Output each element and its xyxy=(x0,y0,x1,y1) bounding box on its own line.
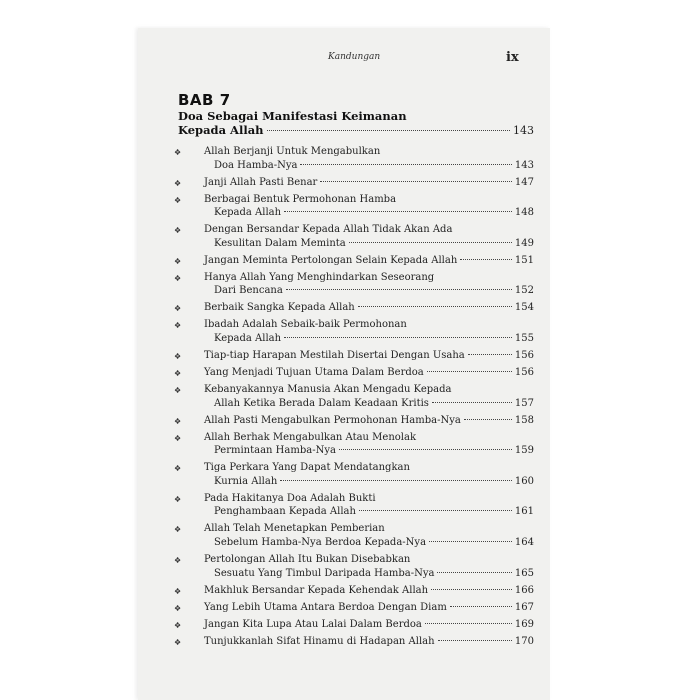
toc-entry-continuation-line xyxy=(214,238,534,249)
toc-entry-line xyxy=(204,367,534,378)
toc-entry xyxy=(174,367,536,381)
diamond-bullet-icon: ❖ xyxy=(174,416,182,426)
dot-leader xyxy=(437,571,511,573)
toc-entry xyxy=(174,462,536,489)
diamond-bullet-icon: ❖ xyxy=(174,148,182,157)
diamond-bullet-icon: ❖ xyxy=(174,273,182,283)
toc-entry-text: Kepada Allah xyxy=(214,207,282,219)
toc-entry-page-number: 151 xyxy=(514,254,534,266)
dot-leader xyxy=(427,370,512,372)
toc-entry-text: Sesuatu Yang Timbul Daripada Hamba-Nya xyxy=(214,567,435,579)
toc-entry-line xyxy=(204,432,534,443)
toc-entry-line xyxy=(204,462,534,473)
toc-entry-text: Kebanyakannya Manusia Akan Mengadu Kepada xyxy=(204,384,452,395)
toc-entry-text: Allah Berhak Mengabulkan Atau Menolak xyxy=(204,431,417,443)
toc-entry-continuation-line xyxy=(214,445,534,456)
toc-entry-text: Ibadah Adalah Sebaik-baik Permohonan xyxy=(204,319,407,331)
toc-entry-text: Kepada Allah xyxy=(214,332,282,344)
toc-entry-text: Tunjukkanlah Sifat Hinamu di Hadapan Allah xyxy=(204,635,435,647)
dot-leader xyxy=(284,210,512,212)
dot-leader xyxy=(284,336,512,338)
toc-entry-text: Doa Hamba-Nya xyxy=(214,159,298,171)
toc-entry-line xyxy=(204,146,534,157)
toc-entry-list xyxy=(138,28,550,700)
toc-entry-text: Kurnia Allah xyxy=(214,475,278,487)
diamond-bullet-icon: ❖ xyxy=(174,603,182,613)
toc-entry-text: Tiap-tiap Harapan Mestilah Disertai Dengan Usaha xyxy=(204,350,465,361)
diamond-bullet-icon: ❖ xyxy=(174,433,182,443)
toc-entry-line xyxy=(204,302,534,313)
toc-entry xyxy=(174,255,536,269)
toc-entry xyxy=(174,493,536,520)
diamond-bullet-icon: ❖ xyxy=(174,620,182,630)
toc-entry-text: Permintaan Hamba-Nya xyxy=(214,445,336,457)
toc-entry-page-number: 161 xyxy=(514,506,534,518)
toc-entry-line xyxy=(204,384,534,395)
toc-entry-line xyxy=(204,350,534,361)
toc-entry-text: Tiga Perkara Yang Dapat Mendatangkan xyxy=(204,462,410,474)
dot-leader xyxy=(339,448,512,450)
toc-entry xyxy=(174,585,536,599)
toc-entry-text: Berbaik Sangka Kepada Allah xyxy=(204,302,355,314)
toc-entry-line xyxy=(204,585,534,596)
toc-entry xyxy=(174,272,536,299)
toc-entry-text: Penghambaan Kepada Allah xyxy=(214,506,356,518)
toc-entry-text: Sebelum Hamba-Nya Berdoa Kepada-Nya xyxy=(214,536,427,548)
dot-leader xyxy=(432,401,512,403)
toc-entry xyxy=(174,523,536,550)
diamond-bullet-icon: ❖ xyxy=(174,195,182,205)
toc-entry-text: Kesulitan Dalam Meminta xyxy=(214,237,346,249)
dot-leader xyxy=(320,180,512,182)
toc-entry-line xyxy=(204,194,534,205)
toc-entry-text: Allah Ketika Berada Dalam Keadaan Kritis xyxy=(214,397,429,409)
running-head-title: Kandungan xyxy=(328,52,381,62)
toc-entry-line xyxy=(204,636,534,647)
diamond-bullet-icon: ❖ xyxy=(174,226,182,236)
toc-entry xyxy=(174,177,536,191)
toc-entry-continuation-line xyxy=(214,537,534,548)
diamond-bullet-icon: ❖ xyxy=(174,256,182,266)
diamond-bullet-icon: ❖ xyxy=(174,525,182,535)
dot-leader xyxy=(431,588,512,590)
toc-entry-text: Hanya Allah Yang Menghindarkan Seseorang xyxy=(204,271,435,283)
chapter-page-number: 143 xyxy=(513,124,534,137)
toc-entry xyxy=(174,319,536,346)
diamond-bullet-icon: ❖ xyxy=(174,556,182,565)
diamond-bullet-icon: ❖ xyxy=(174,386,182,395)
toc-entry-line xyxy=(204,272,534,283)
toc-entry-line xyxy=(204,224,534,235)
toc-entry-page-number: 148 xyxy=(514,207,534,219)
running-head-page-number: ix xyxy=(506,50,519,65)
toc-entry-page-number: 165 xyxy=(514,567,534,579)
toc-entry-page-number: 157 xyxy=(514,397,534,409)
toc-entry xyxy=(174,415,536,429)
toc-entry-text: Yang Lebih Utama Antara Berdoa Dengan Diam xyxy=(204,601,447,613)
toc-entry-continuation-line xyxy=(214,285,534,296)
toc-entry-page-number: 156 xyxy=(514,350,534,361)
dot-leader xyxy=(358,305,512,307)
diamond-bullet-icon: ❖ xyxy=(174,321,182,331)
toc-entry-line xyxy=(204,415,534,426)
toc-entry xyxy=(174,194,536,221)
toc-entry xyxy=(174,636,536,650)
toc-entry-page-number: 167 xyxy=(514,601,534,613)
toc-entry-page-number: 152 xyxy=(514,285,534,297)
toc-entry xyxy=(174,602,536,616)
toc-entry-page-number: 159 xyxy=(514,445,534,457)
dot-leader xyxy=(450,605,512,607)
chapter-title-line-2-text: Kepada Allah xyxy=(178,123,264,137)
toc-entry-page-number: 170 xyxy=(514,635,534,647)
diamond-bullet-icon: ❖ xyxy=(174,369,182,378)
diamond-bullet-icon: ❖ xyxy=(174,464,182,474)
toc-entry-line xyxy=(204,319,534,330)
dot-leader xyxy=(468,353,512,355)
dot-leader xyxy=(300,163,511,165)
toc-entry-line xyxy=(204,493,534,504)
diamond-bullet-icon: ❖ xyxy=(174,494,182,504)
dot-leader xyxy=(280,479,512,481)
dot-leader xyxy=(425,622,512,624)
toc-entry-text: Pertolongan Allah Itu Bukan Disebabkan xyxy=(204,554,411,565)
toc-entry-page-number: 149 xyxy=(514,237,534,249)
chapter-title-line-1: Doa Sebagai Manifestasi Keimanan xyxy=(178,109,407,123)
toc-entry-page-number: 169 xyxy=(514,618,534,630)
toc-entry xyxy=(174,554,536,581)
toc-entry-continuation-line xyxy=(214,568,534,579)
diamond-bullet-icon: ❖ xyxy=(174,178,182,188)
toc-entry-page-number: 160 xyxy=(514,475,534,487)
diamond-bullet-icon: ❖ xyxy=(174,586,182,596)
dot-leader xyxy=(438,639,512,641)
book-page xyxy=(138,28,550,700)
toc-entry-text: Janji Allah Pasti Benar xyxy=(204,176,318,188)
toc-entry-page-number: 154 xyxy=(514,302,534,314)
chapter-label: BAB 7 xyxy=(178,91,231,109)
toc-entry-continuation-line xyxy=(214,476,534,487)
toc-entry-continuation-line xyxy=(214,207,534,218)
toc-entry-line xyxy=(204,619,534,630)
dot-leader xyxy=(429,540,512,542)
toc-entry-page-number: 166 xyxy=(514,584,534,596)
diamond-bullet-icon: ❖ xyxy=(174,637,182,647)
toc-entry xyxy=(174,384,536,411)
toc-entry-page-number: 147 xyxy=(514,176,534,188)
toc-entry-line xyxy=(204,602,534,613)
dot-leader xyxy=(286,288,512,290)
toc-entry-text: Dari Bencana xyxy=(214,285,283,297)
dot-leader xyxy=(464,418,512,420)
toc-entry-text: Allah Pasti Mengabulkan Permohonan Hamba-Nya xyxy=(204,414,461,426)
toc-entry xyxy=(174,302,536,316)
toc-entry-text: Berbagai Bentuk Permohonan Hamba xyxy=(204,193,397,205)
toc-entry-line xyxy=(204,255,534,266)
toc-entry xyxy=(174,350,536,364)
toc-entry-line xyxy=(204,177,534,188)
diamond-bullet-icon: ❖ xyxy=(174,304,182,314)
diamond-bullet-icon: ❖ xyxy=(174,352,182,361)
toc-entry-text: Allah Berjanji Untuk Mengabulkan xyxy=(204,146,381,157)
dot-leader xyxy=(359,509,512,511)
toc-entry-text: Yang Menjadi Tujuan Utama Dalam Berdoa xyxy=(204,367,424,378)
toc-entry-continuation-line xyxy=(214,398,534,409)
toc-entry-page-number: 156 xyxy=(514,367,534,378)
toc-entry xyxy=(174,432,536,459)
toc-entry xyxy=(174,224,536,251)
toc-entry-text: Pada Hakitanya Doa Adalah Bukti xyxy=(204,492,376,504)
toc-entry-page-number: 164 xyxy=(514,536,534,548)
toc-entry-page-number: 155 xyxy=(514,332,534,344)
toc-entry-page-number: 158 xyxy=(514,414,534,426)
toc-entry-text: Allah Telah Menetapkan Pemberian xyxy=(204,523,385,535)
toc-entry-line xyxy=(204,523,534,534)
toc-entry-text: Jangan Meminta Pertolongan Selain Kepada Allah xyxy=(204,254,458,266)
toc-entry-line xyxy=(204,554,534,565)
toc-entry xyxy=(174,619,536,633)
toc-entry-text: Jangan Kita Lupa Atau Lalai Dalam Berdoa xyxy=(204,618,422,630)
toc-entry xyxy=(174,146,536,173)
toc-entry-text: Makhluk Bersandar Kepada Kehendak Allah xyxy=(204,584,429,596)
dot-leader xyxy=(460,258,512,260)
toc-entry-text: Dengan Bersandar Kepada Allah Tidak Akan Ada xyxy=(204,224,453,236)
toc-entry-continuation-line xyxy=(214,506,534,517)
dot-leader xyxy=(349,241,512,243)
toc-entry-continuation-line xyxy=(214,160,534,171)
toc-entry-page-number: 143 xyxy=(514,159,534,171)
toc-entry-continuation-line xyxy=(214,333,534,344)
